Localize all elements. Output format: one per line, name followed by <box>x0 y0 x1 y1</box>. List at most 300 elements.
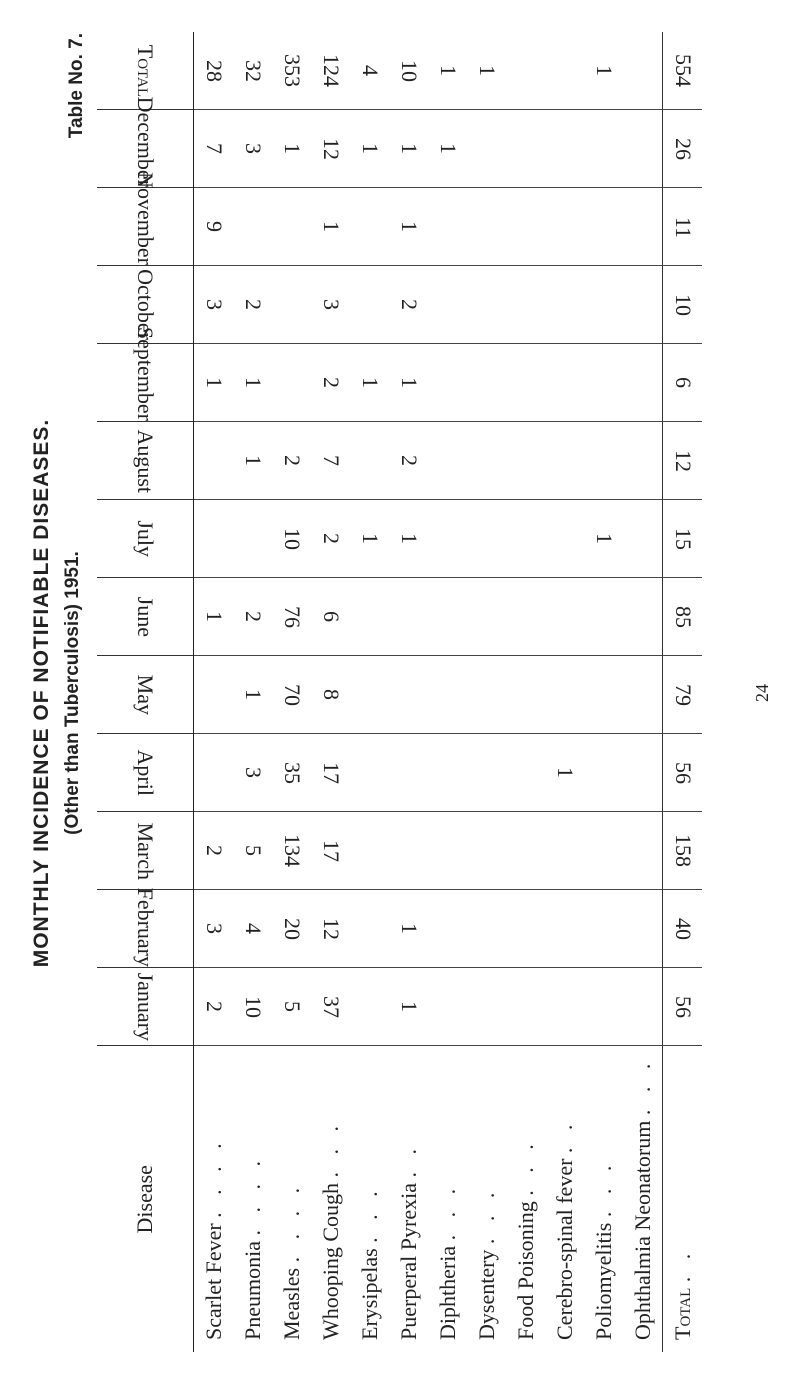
month-header-label: February <box>133 888 158 968</box>
month-value: 1 <box>396 221 422 233</box>
total-column-label: Total <box>133 44 158 97</box>
disease-name: Poliomyelitis <box>590 1222 616 1340</box>
month-value-cell <box>389 110 428 188</box>
row-total: 353 <box>279 54 305 88</box>
disease-column-header: Disease <box>97 1046 194 1352</box>
month-value: 17 <box>318 840 344 862</box>
leader-dots: . . <box>551 1118 577 1154</box>
month-header-january <box>97 968 194 1046</box>
month-value: 1 <box>357 533 383 545</box>
month-value: 1 <box>279 143 305 155</box>
month-value-cell <box>663 188 703 266</box>
month-value-cell <box>545 812 584 890</box>
disease-name: Diphtheria <box>434 1245 460 1340</box>
month-value-cell <box>389 812 428 890</box>
row-total-cell <box>623 32 663 110</box>
month-header-label: September <box>133 327 158 422</box>
month-value-cell <box>233 110 272 188</box>
month-value: 9 <box>201 221 227 233</box>
month-value-cell <box>467 890 506 968</box>
table-row <box>506 32 545 1352</box>
leader-dots: . . . . <box>239 1155 265 1236</box>
month-value-cell <box>663 344 703 422</box>
month-value-cell <box>389 500 428 578</box>
month-value: 1 <box>240 377 266 389</box>
month-value-cell <box>506 344 545 422</box>
month-value-cell <box>311 578 350 656</box>
month-value-cell <box>506 656 545 734</box>
row-total: 28 <box>201 59 227 82</box>
month-value-cell <box>194 110 234 188</box>
row-total-cell <box>311 32 350 110</box>
table-row <box>272 32 311 1352</box>
row-total: 124 <box>318 54 344 88</box>
month-value-cell <box>545 188 584 266</box>
disease-name-cell <box>545 1046 584 1352</box>
row-total-cell <box>350 32 389 110</box>
disease-name-cell <box>428 1046 467 1352</box>
month-value-cell <box>194 968 234 1046</box>
month-value-cell <box>428 266 467 344</box>
month-value-cell <box>506 500 545 578</box>
month-value: 2 <box>279 455 305 467</box>
month-value: 5 <box>240 845 266 857</box>
month-value: 2 <box>396 455 422 467</box>
table-row <box>428 32 467 1352</box>
month-value: 56 <box>670 996 696 1018</box>
month-header-may <box>97 656 194 734</box>
row-total: 32 <box>240 59 266 82</box>
month-value-cell <box>623 188 663 266</box>
month-value-cell <box>233 344 272 422</box>
month-value-cell <box>663 968 703 1046</box>
month-value-cell <box>389 422 428 500</box>
month-value-cell <box>428 578 467 656</box>
month-value: 8 <box>318 689 344 701</box>
row-total: 1 <box>474 65 500 77</box>
month-value-cell <box>584 734 623 812</box>
page-number: 24 <box>752 684 772 702</box>
month-header-label: December <box>133 97 158 188</box>
table-row <box>194 32 234 1352</box>
disease-name: Puerperal Pyrexia <box>395 1183 421 1340</box>
month-value-cell <box>350 656 389 734</box>
table-row <box>311 32 350 1352</box>
month-value-cell <box>663 656 703 734</box>
month-value-cell <box>272 734 311 812</box>
month-value-cell <box>428 968 467 1046</box>
month-value-cell <box>350 188 389 266</box>
month-value-cell <box>545 578 584 656</box>
month-value-cell <box>467 188 506 266</box>
month-value-cell <box>350 734 389 812</box>
month-value-cell <box>350 110 389 188</box>
disease-name: Cerebro-spinal fever <box>551 1158 577 1340</box>
table-row <box>584 32 623 1352</box>
month-header-label: January <box>133 972 158 1042</box>
leader-dots: . . . <box>434 1182 460 1241</box>
month-value-cell <box>428 110 467 188</box>
month-value-cell <box>272 890 311 968</box>
month-value: 1 <box>201 611 227 623</box>
leader-dots: . . <box>395 1143 421 1178</box>
month-value: 1 <box>396 533 422 545</box>
month-value-cell <box>506 110 545 188</box>
month-value-cell <box>623 266 663 344</box>
month-value-cell <box>311 344 350 422</box>
month-value-cell <box>506 968 545 1046</box>
month-value-cell <box>623 890 663 968</box>
month-value-cell <box>233 656 272 734</box>
month-value-cell <box>623 422 663 500</box>
leader-dots: . . . <box>512 1138 538 1196</box>
month-value: 7 <box>318 455 344 467</box>
month-value-cell <box>545 344 584 422</box>
month-value-cell <box>194 344 234 422</box>
month-value-cell <box>311 110 350 188</box>
month-value-cell <box>545 266 584 344</box>
disease-name-cell <box>623 1046 663 1352</box>
disease-name-cell <box>311 1046 350 1352</box>
month-value: 79 <box>670 684 696 706</box>
notifiable-diseases-table <box>97 32 702 1352</box>
month-value-cell <box>350 344 389 422</box>
month-value-cell <box>663 734 703 812</box>
month-value-cell <box>467 578 506 656</box>
month-value-cell <box>663 578 703 656</box>
disease-name: Pneumonia <box>239 1241 265 1340</box>
month-value: 76 <box>279 606 305 628</box>
month-value: 26 <box>670 138 696 160</box>
month-value: 3 <box>318 299 344 311</box>
month-value-cell <box>584 890 623 968</box>
month-value: 37 <box>318 996 344 1018</box>
month-header-label: November <box>133 172 158 266</box>
month-value-cell <box>584 578 623 656</box>
month-value: 2 <box>396 299 422 311</box>
month-value-cell <box>467 968 506 1046</box>
month-value-cell <box>428 500 467 578</box>
month-value: 56 <box>670 762 696 784</box>
month-value-cell <box>623 968 663 1046</box>
disease-name-cell <box>584 1046 623 1352</box>
table-row <box>350 32 389 1352</box>
month-value-cell <box>584 656 623 734</box>
month-value: 1 <box>318 221 344 233</box>
month-header-march <box>97 812 194 890</box>
leader-dots: . . . . <box>278 1181 304 1263</box>
month-value: 12 <box>318 918 344 940</box>
disease-name: Erysipelas <box>356 1248 382 1340</box>
month-value-cell <box>311 968 350 1046</box>
month-value: 6 <box>318 611 344 623</box>
disease-name: Dysentery <box>473 1249 499 1340</box>
month-value-cell <box>389 578 428 656</box>
month-value: 1 <box>240 689 266 701</box>
row-total-cell <box>467 32 506 110</box>
table-row <box>623 32 663 1352</box>
month-value-cell <box>545 968 584 1046</box>
month-value-cell <box>389 734 428 812</box>
month-value-cell <box>584 812 623 890</box>
month-value-cell <box>584 968 623 1046</box>
month-value-cell <box>428 812 467 890</box>
month-value-cell <box>272 110 311 188</box>
month-value-cell <box>545 656 584 734</box>
page-subtitle: (Other than Tuberculosis) 1951. <box>62 551 83 835</box>
month-value-cell <box>663 890 703 968</box>
month-value-cell <box>194 656 234 734</box>
disease-name-cell <box>272 1046 311 1352</box>
month-value-cell <box>194 422 234 500</box>
month-value-cell <box>623 812 663 890</box>
leader-dots: . . . <box>629 1057 655 1116</box>
month-value-cell <box>311 422 350 500</box>
disease-name-cell <box>506 1046 545 1352</box>
month-value-cell <box>311 500 350 578</box>
month-value-cell <box>233 578 272 656</box>
month-value-cell <box>506 266 545 344</box>
month-value-cell <box>350 968 389 1046</box>
month-value-cell <box>389 656 428 734</box>
month-value-cell <box>584 422 623 500</box>
disease-name: Food Poisoning <box>512 1201 538 1340</box>
month-value-cell <box>623 344 663 422</box>
month-value-cell <box>428 344 467 422</box>
month-value: 1 <box>435 143 461 155</box>
month-value: 10 <box>670 294 696 316</box>
month-value-cell <box>233 734 272 812</box>
leader-dots: . . . . <box>200 1137 226 1218</box>
table-number: Table No. 7. <box>66 33 87 139</box>
row-total-cell <box>194 32 234 110</box>
month-value-cell <box>272 500 311 578</box>
leader-dots: . . . <box>356 1185 382 1243</box>
leader-dots: . . <box>669 1247 695 1283</box>
month-value: 12 <box>670 450 696 472</box>
disease-name-cell <box>350 1046 389 1352</box>
month-value-cell <box>467 656 506 734</box>
month-header-label: June <box>133 596 158 638</box>
month-value-cell <box>545 422 584 500</box>
month-value-cell <box>350 890 389 968</box>
month-value-cell <box>194 734 234 812</box>
month-value-cell <box>663 812 703 890</box>
month-value-cell <box>623 734 663 812</box>
month-value-cell <box>233 890 272 968</box>
month-value-cell <box>233 812 272 890</box>
month-value-cell <box>311 734 350 812</box>
month-value-cell <box>506 578 545 656</box>
month-header-april <box>97 734 194 812</box>
table-row <box>467 32 506 1352</box>
month-value: 10 <box>279 528 305 550</box>
row-total-cell <box>545 32 584 110</box>
month-value: 5 <box>279 1001 305 1013</box>
month-value-cell <box>311 656 350 734</box>
month-value-cell <box>350 500 389 578</box>
month-value-cell <box>350 812 389 890</box>
month-value-cell <box>233 266 272 344</box>
month-value-cell <box>194 890 234 968</box>
row-total-cell <box>663 32 703 110</box>
month-header-label: August <box>133 429 158 493</box>
disease-name-cell <box>467 1046 506 1352</box>
month-value: 1 <box>396 923 422 935</box>
month-value: 1 <box>357 377 383 389</box>
month-value: 15 <box>670 528 696 550</box>
disease-name: Whooping Cough <box>317 1182 343 1340</box>
month-value-cell <box>663 266 703 344</box>
month-header-june <box>97 578 194 656</box>
month-header-november <box>97 172 194 266</box>
month-value-cell <box>272 266 311 344</box>
disease-name: Measles <box>278 1267 304 1340</box>
month-header-label: March <box>133 822 158 880</box>
month-value: 85 <box>670 606 696 628</box>
month-value: 2 <box>201 845 227 857</box>
month-value-cell <box>584 266 623 344</box>
month-value-cell <box>506 890 545 968</box>
page-title: MONTHLY INCIDENCE OF NOTIFIABLE DISEASES. <box>30 418 53 968</box>
month-value-cell <box>311 890 350 968</box>
table-body <box>194 32 703 1352</box>
month-value: 134 <box>279 834 305 868</box>
month-value-cell <box>272 578 311 656</box>
month-value-cell <box>428 188 467 266</box>
month-value: 158 <box>670 834 696 868</box>
month-value-cell <box>194 266 234 344</box>
month-value-cell <box>233 500 272 578</box>
disease-name: Scarlet Fever <box>200 1223 226 1340</box>
month-value-cell <box>194 812 234 890</box>
month-value-cell <box>467 812 506 890</box>
month-value-cell <box>350 578 389 656</box>
total-row <box>663 32 703 1352</box>
month-value-cell <box>272 344 311 422</box>
month-value: 40 <box>670 918 696 940</box>
month-value-cell <box>663 110 703 188</box>
total-row-label-cell <box>663 1046 703 1352</box>
row-total: 1 <box>591 65 617 77</box>
month-header-august <box>97 422 194 500</box>
row-total: 10 <box>396 59 422 82</box>
month-value-cell <box>194 500 234 578</box>
month-value-cell <box>467 344 506 422</box>
month-value-cell <box>584 500 623 578</box>
month-value: 2 <box>318 533 344 545</box>
table-row <box>233 32 272 1352</box>
month-value-cell <box>272 422 311 500</box>
month-value: 17 <box>318 762 344 784</box>
month-value: 2 <box>318 377 344 389</box>
month-value-cell <box>194 188 234 266</box>
month-value-cell <box>506 422 545 500</box>
month-value-cell <box>428 422 467 500</box>
table-row <box>545 32 584 1352</box>
row-total: 4 <box>357 65 383 77</box>
row-total-cell <box>233 32 272 110</box>
month-value: 1 <box>591 533 617 545</box>
row-total-cell <box>428 32 467 110</box>
month-value: 1 <box>396 143 422 155</box>
row-total: 554 <box>670 54 696 88</box>
month-value: 3 <box>201 299 227 311</box>
month-value: 1 <box>552 767 578 779</box>
month-value-cell <box>506 188 545 266</box>
month-value: 1 <box>396 377 422 389</box>
month-value-cell <box>311 812 350 890</box>
month-header-october <box>97 266 194 344</box>
month-value-cell <box>584 188 623 266</box>
month-value-cell <box>623 110 663 188</box>
month-value: 1 <box>240 455 266 467</box>
month-value-cell <box>584 344 623 422</box>
month-value-cell <box>467 110 506 188</box>
disease-name-cell <box>233 1046 272 1352</box>
month-header-july <box>97 500 194 578</box>
month-value-cell <box>428 656 467 734</box>
month-value-cell <box>389 344 428 422</box>
leader-dots: . . . <box>590 1159 616 1218</box>
month-value: 3 <box>240 767 266 779</box>
month-value: 35 <box>279 762 305 784</box>
month-value-cell <box>428 890 467 968</box>
month-value: 12 <box>318 138 344 160</box>
month-value: 2 <box>201 1001 227 1013</box>
row-total-cell <box>584 32 623 110</box>
month-value-cell <box>272 188 311 266</box>
leader-dots: . . . <box>317 1119 343 1178</box>
month-header-february <box>97 890 194 968</box>
month-value-cell <box>311 266 350 344</box>
month-value-cell <box>623 500 663 578</box>
table-row <box>389 32 428 1352</box>
month-value-cell <box>311 188 350 266</box>
month-value-cell <box>467 266 506 344</box>
month-value-cell <box>545 734 584 812</box>
month-header-december <box>97 97 194 188</box>
month-value: 4 <box>240 923 266 935</box>
row-total-cell <box>389 32 428 110</box>
month-value-cell <box>506 812 545 890</box>
month-value: 6 <box>670 377 696 389</box>
month-value-cell <box>506 734 545 812</box>
month-value-cell <box>272 968 311 1046</box>
month-value: 2 <box>240 611 266 623</box>
month-value: 7 <box>201 143 227 155</box>
month-value: 20 <box>279 918 305 940</box>
month-header-label: October <box>133 269 158 341</box>
header-row <box>97 32 194 1352</box>
month-value-cell <box>467 422 506 500</box>
month-header-label: April <box>133 749 158 797</box>
month-value-cell <box>389 968 428 1046</box>
month-value-cell <box>389 188 428 266</box>
month-value-cell <box>545 890 584 968</box>
month-value-cell <box>272 812 311 890</box>
month-value: 1 <box>201 377 227 389</box>
total-row-label: Total <box>669 1287 695 1340</box>
leader-dots: . . . <box>473 1186 499 1245</box>
month-value: 1 <box>396 1001 422 1013</box>
month-value-cell <box>428 734 467 812</box>
month-value-cell <box>194 578 234 656</box>
row-total-cell <box>272 32 311 110</box>
month-value: 3 <box>201 923 227 935</box>
month-value-cell <box>545 110 584 188</box>
month-value: 11 <box>670 216 696 238</box>
